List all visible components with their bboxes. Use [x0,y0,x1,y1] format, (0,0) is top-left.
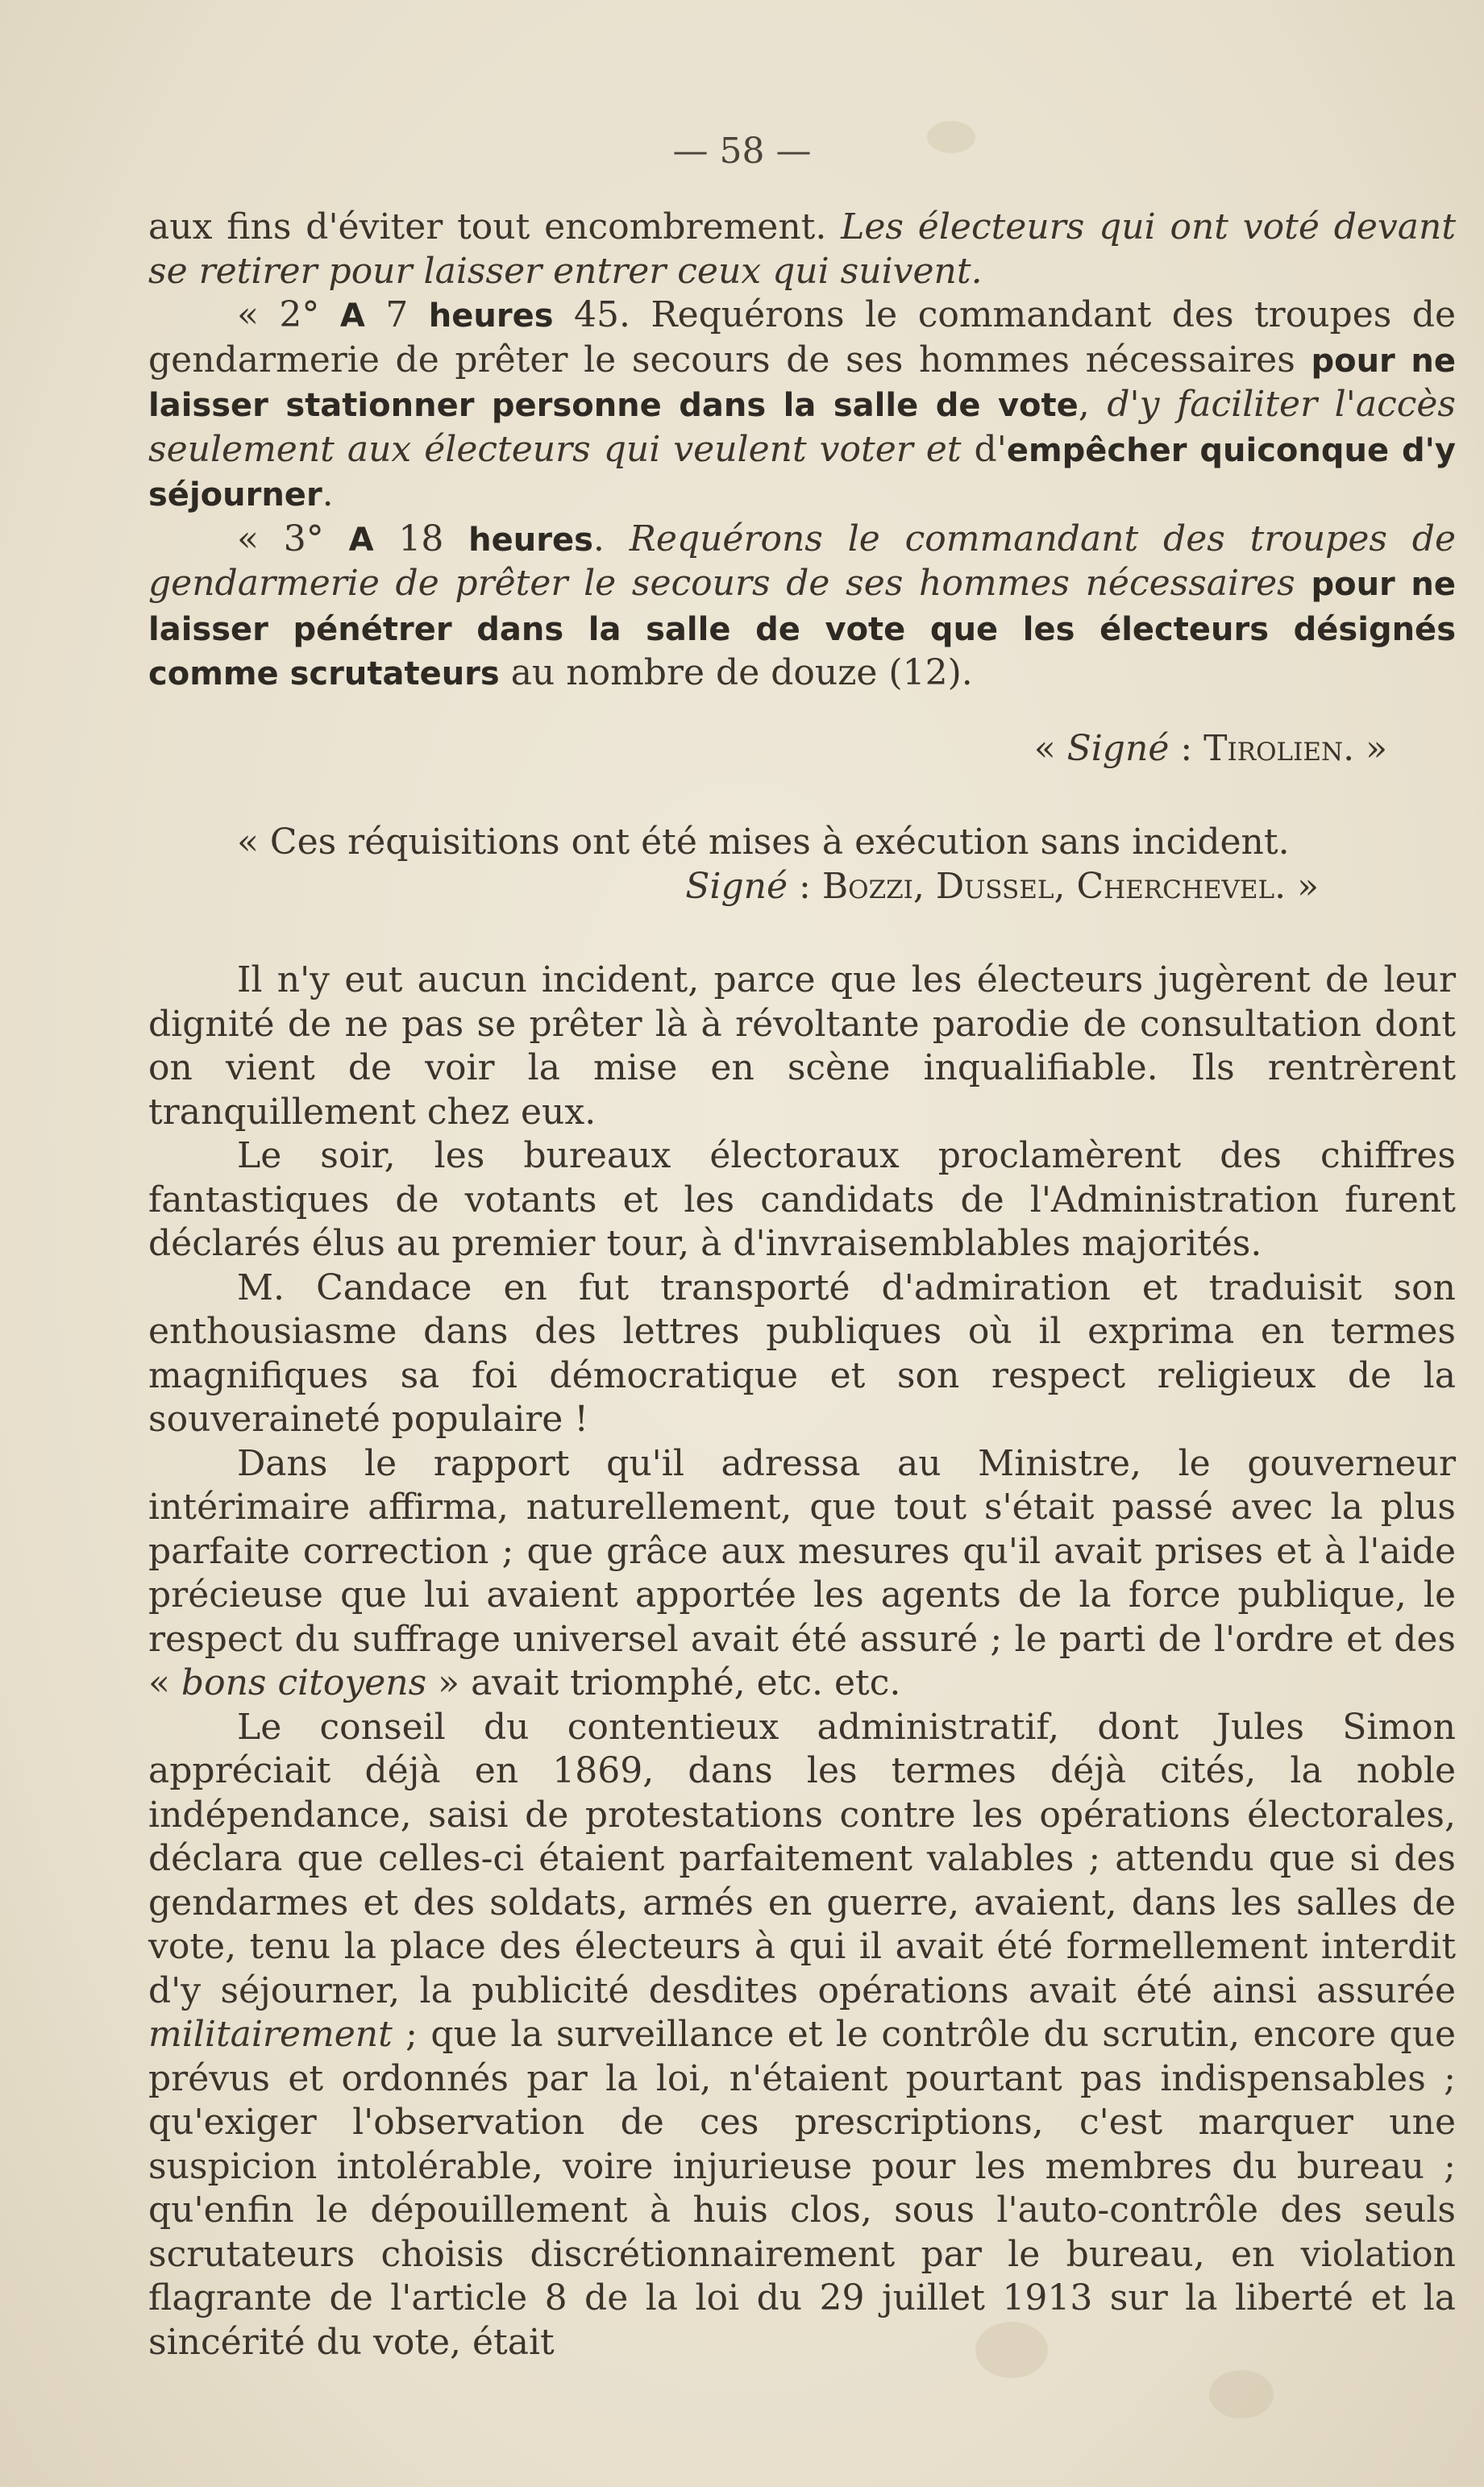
text-segment: empêcher quiconque d'y séjourner [148,431,1457,514]
text-segment: . [592,518,630,559]
text-segment: : [788,865,822,907]
text-segment: Il n'y eut aucun incident, parce que les électeurs jugèrent de leur dignité de ne pas se prêter là à révoltante parodie de consultation dont on vient de voir la mise en scène inqualifiable. Ils rentrèrent tranquillement chez eux. [148,959,1456,1133]
text-segment: ; que la surveillance et le contrôle du scrutin, encore que prévus et ordonnés par la loi, n'étaient pourtant pas indispensables ; qu'exiger l'observation de ces prescriptions, c'est marquer une suspicion intolérable, voire injurieuse pour les membres du bureau ; qu'enfin le dépouillement à huis clos, sous l'auto-contrôle des seuls scrutateurs choisis discrétionnairement par le bureau, en violation flagrante de l'article 8 de la loi du 29 juillet 1913 sur la liberté et la sincérité du vote, était [148,2014,1456,2363]
text-segment: Le conseil du contentieux administratif, dont Jules Simon appréciait déjà en 1869, dans les termes déjà cités, la noble indépendance, saisi de protestations contre les opérations électorales, déclara que celles-ci étaient parfaitement valables ; attendu que si des gendarmes et des soldats, armés en guerre, avaient, dans les salles de vote, tenu la place des électeurs à qui il avait été formellement interdit d'y séjourner, la publicité desdites opérations avait été ainsi assurée [148,1706,1456,2011]
text-segment: bons citoyens [181,1662,427,1703]
text-segment: 7 [364,294,429,335]
paragraph [148,1134,1456,1266]
text-segment: Le soir, les bureaux électoraux proclamèrent des chiffres fantastiques de votants et les candidats de l'Administration furent déclarés élus au premier tour, à d'invraisemblables majorités. [148,1135,1456,1264]
requisition-item [148,518,1456,697]
text-segment: . [322,473,334,514]
text-segment: Requérons le commandant des troupes de gendarmerie de prêter le secours de ses hommes nécessaires [148,518,1456,604]
text-segment: d'y faciliter l'accès seulement aux électeurs qui veulent voter et [148,384,1456,470]
text-segment: heures [468,521,593,559]
body-text [148,206,1456,2364]
text-segment: heures [428,297,554,335]
text-segment: « 3° [237,518,349,559]
text-segment [1295,563,1311,604]
text-segment: 45. Requérons le commandant des troupes de gendarmerie de prêter le secours de ses hommes nécessaires [148,294,1457,381]
signature-line [148,865,1456,909]
text-segment: : [1169,727,1204,769]
text-segment: militairement [148,2014,393,2055]
text-segment: M. Candace en fut transporté d'admiration et traduisit son enthousiasme dans des lettres publiques où il exprima en termes magnifiques sa foi démocratique et son respect religieux de la souveraineté populaire ! [148,1266,1456,1440]
paragraph [148,959,1456,1134]
text-segment: d' [961,428,1007,470]
paragraph [148,1706,1456,2365]
text-segment: A [348,521,374,559]
text-segment: Dans le rapport qu'il adressa au Ministre, le gouverneur intérimaire affirma, naturellement, que tout s'était passé avec la plus parfaite correction ; que grâce aux mesures qu'il avait prises et à l'aide précieuse que lui avaient apportée les agents de la force publique, le respect du suffrage universel avait été assuré ; le parti de l'ordre et des « [148,1442,1456,1703]
text-segment: Cherchevel [1076,865,1275,907]
text-segment: , [1054,865,1077,907]
text-segment: Signé [1066,727,1170,769]
paper-stain [1209,2370,1274,2418]
paragraph [148,1266,1456,1442]
text-segment: 18 [373,518,469,559]
text-segment: « [1033,727,1067,769]
text-segment: au nombre de douze (12). [499,652,973,693]
page-number: — 58 — [672,131,812,172]
paragraph [148,1442,1456,1706]
text-segment: « Ces réquisitions ont été mises à exécution sans incident. [237,821,1290,863]
signature-line [148,727,1456,771]
text-segment: Dussel [935,865,1054,907]
requisition-item [148,293,1456,518]
text-segment: Bozzi [821,865,913,907]
text-segment: « 2° [237,294,340,335]
text-segment: Tirolien [1203,727,1344,769]
text-segment: . » [1343,727,1387,769]
text-segment: Signé [685,865,788,907]
text-segment: A [339,297,365,335]
text-segment: » avait triomphé, etc. etc. [426,1662,901,1703]
text-segment: pour ne laisser stationner personne dans la salle de vote [148,342,1456,424]
text-segment: pour ne laisser pénétrer dans la salle de vote que les électeurs désignés comme scrutateurs [148,566,1456,692]
text-segment: , [1078,384,1108,425]
text-segment: Les électeurs qui ont voté devant se retirer pour laisser entrer ceux qui suivent. [148,206,1457,292]
text-segment: , [912,865,936,907]
text-segment: . » [1274,865,1319,907]
paragraph [148,206,1456,293]
paragraph [148,821,1456,865]
text-segment: aux fins d'éviter tout encombrement. [148,206,842,247]
